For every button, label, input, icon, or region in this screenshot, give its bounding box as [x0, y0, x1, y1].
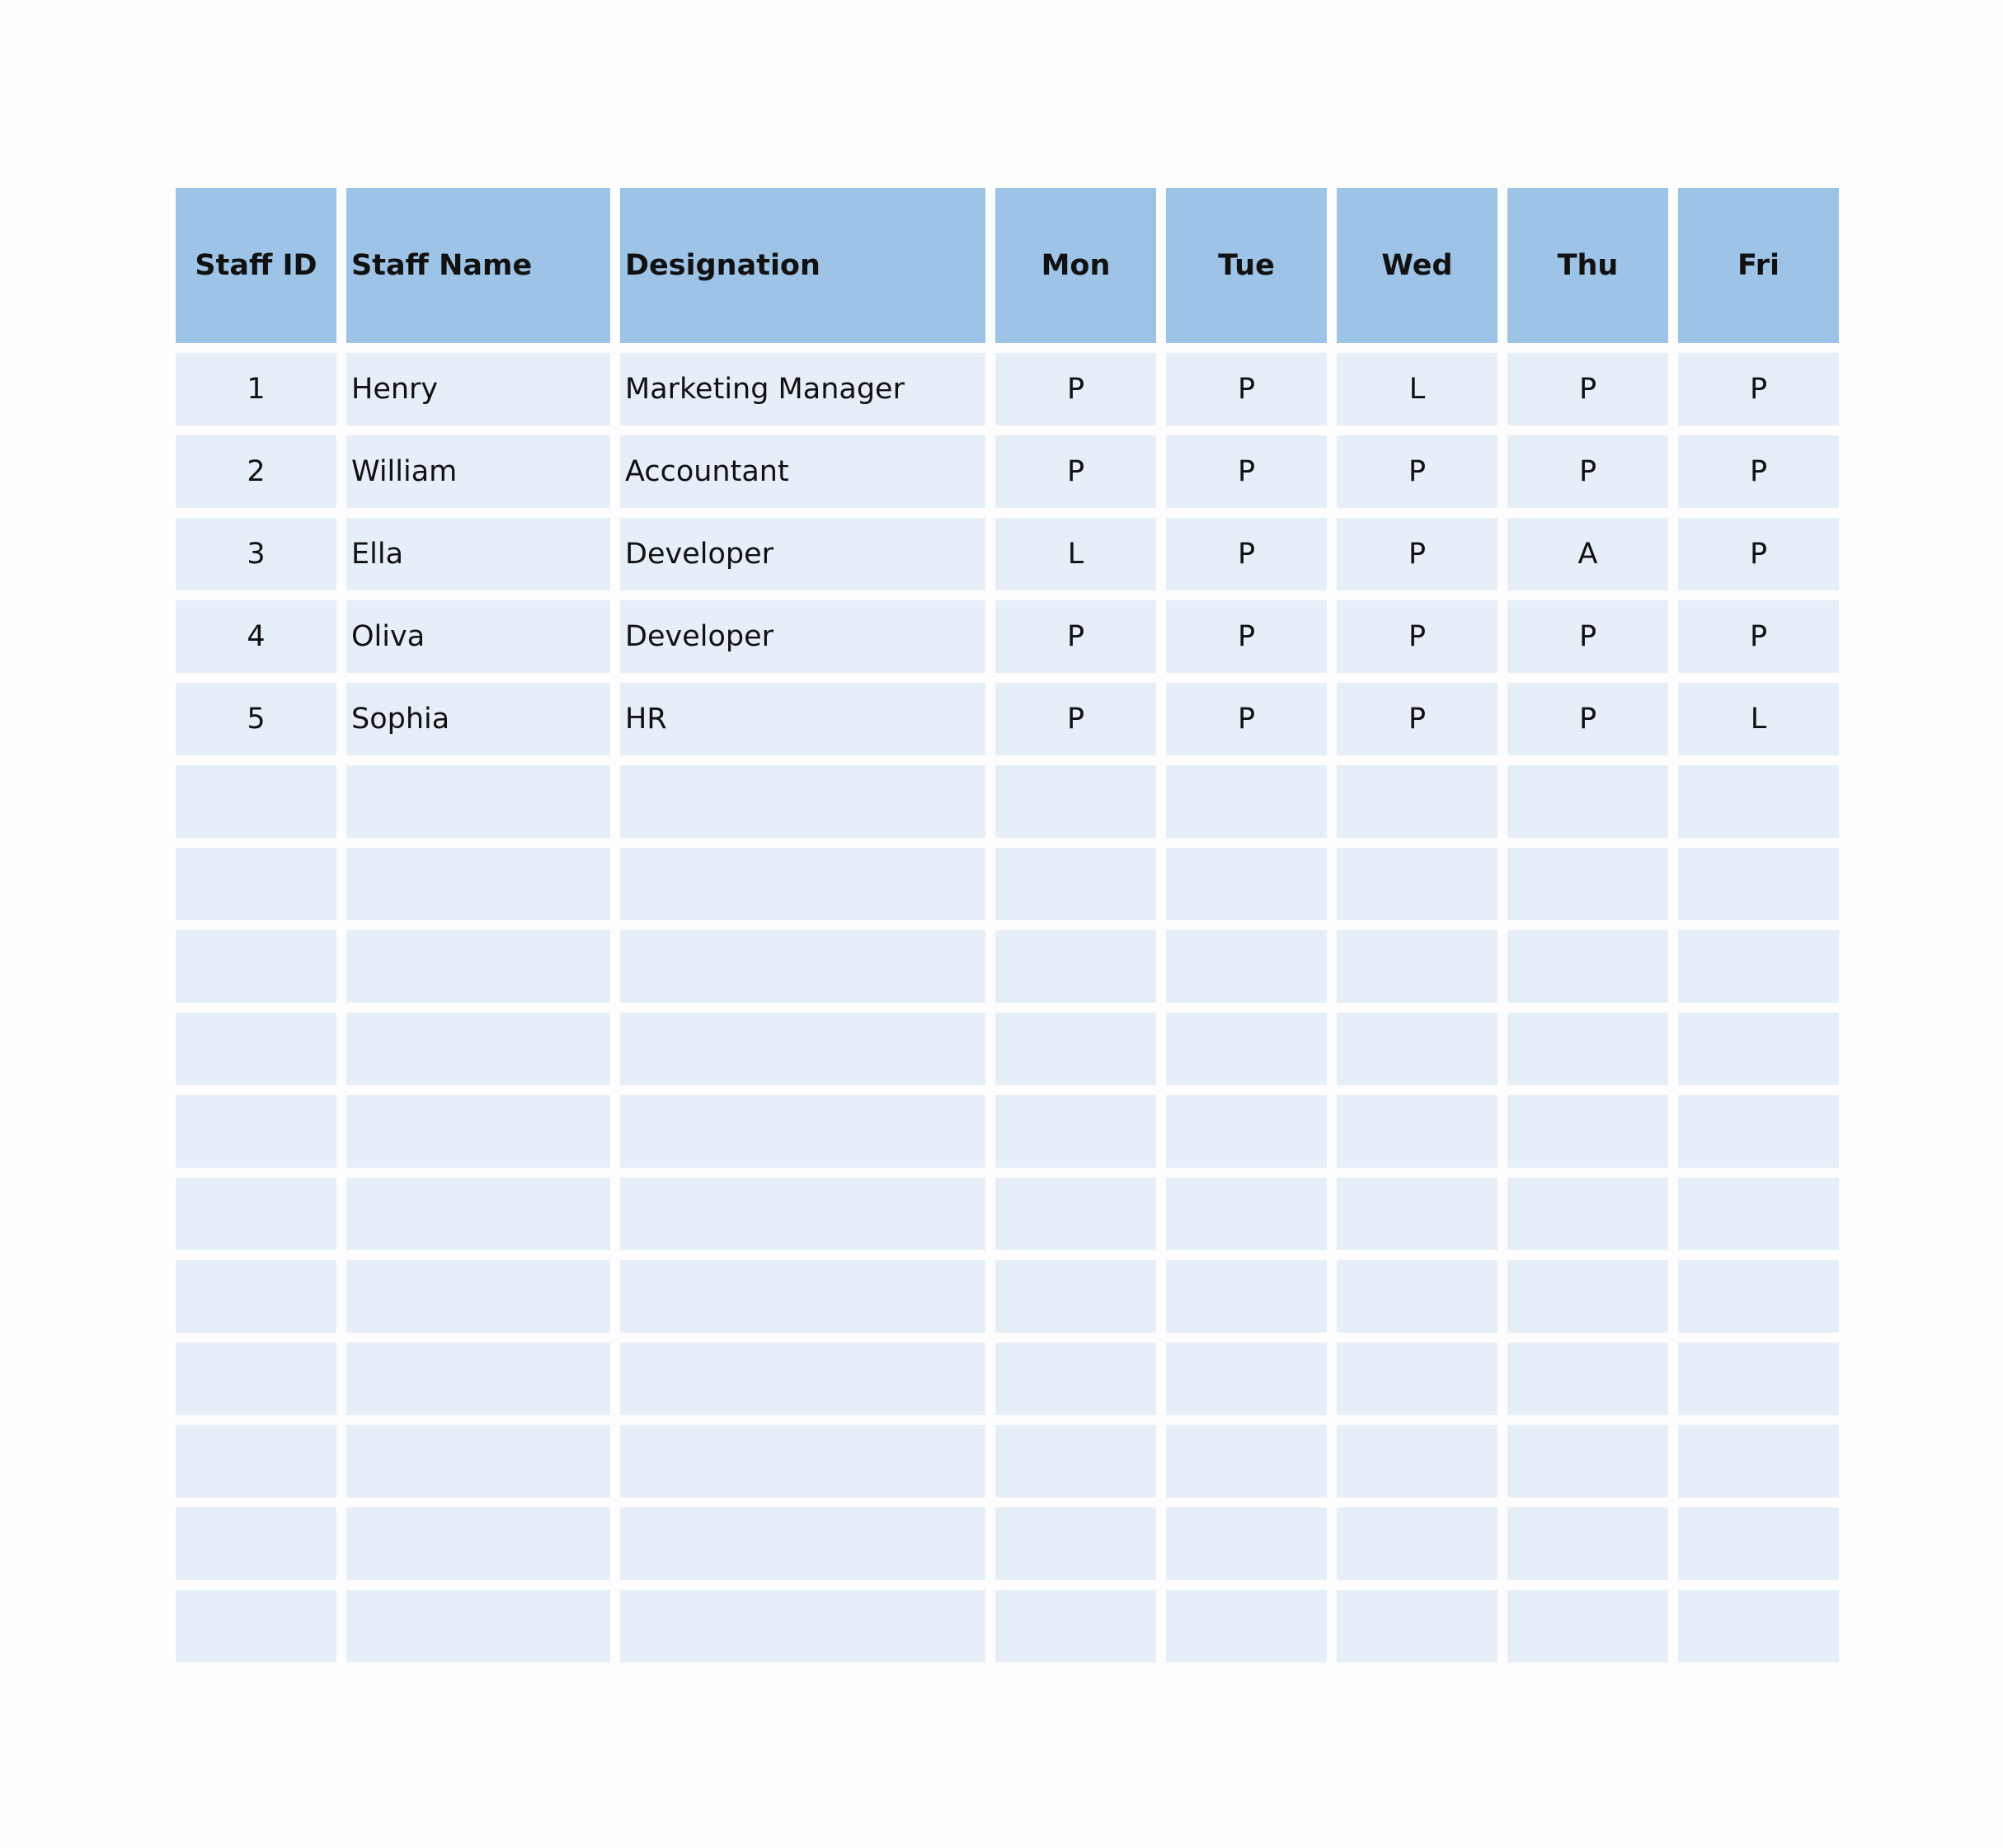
cell-staff-id: 5 — [176, 683, 336, 755]
cell-staff-id — [176, 848, 336, 920]
cell-fri — [1678, 1260, 1839, 1333]
cell-wed — [1337, 1343, 1498, 1415]
cell-staff-name — [346, 1178, 610, 1250]
cell-mon — [995, 765, 1156, 838]
cell-staff-id — [176, 1507, 336, 1580]
cell-thu — [1507, 1013, 1668, 1085]
cell-staff-name — [346, 1095, 610, 1168]
cell-wed: P — [1337, 518, 1498, 590]
cell-mon: P — [995, 353, 1156, 426]
cell-thu — [1507, 1425, 1668, 1498]
cell-staff-name — [346, 848, 610, 920]
cell-designation — [620, 765, 985, 838]
header-fri: Fri — [1678, 188, 1839, 343]
cell-thu: P — [1507, 600, 1668, 673]
header-thu: Thu — [1507, 188, 1668, 343]
cell-tue — [1166, 1590, 1327, 1662]
table-row — [176, 1095, 1839, 1168]
header-designation: Designation — [620, 188, 985, 343]
cell-fri — [1678, 930, 1839, 1003]
cell-designation: Marketing Manager — [620, 353, 985, 426]
cell-fri: L — [1678, 683, 1839, 755]
cell-fri — [1678, 1095, 1839, 1168]
cell-mon: P — [995, 435, 1156, 508]
cell-mon — [995, 1425, 1156, 1498]
table-row — [176, 1178, 1839, 1250]
cell-fri — [1678, 765, 1839, 838]
cell-designation — [620, 1260, 985, 1333]
cell-staff-name — [346, 1013, 610, 1085]
cell-thu — [1507, 1178, 1668, 1250]
cell-wed — [1337, 848, 1498, 920]
cell-thu: P — [1507, 353, 1668, 426]
cell-mon — [995, 1013, 1156, 1085]
table-row — [176, 1343, 1839, 1415]
cell-fri — [1678, 1590, 1839, 1662]
cell-wed: P — [1337, 683, 1498, 755]
cell-staff-name: Sophia — [346, 683, 610, 755]
cell-tue: P — [1166, 683, 1327, 755]
cell-staff-id: 4 — [176, 600, 336, 673]
cell-staff-name — [346, 1260, 610, 1333]
cell-designation: HR — [620, 683, 985, 755]
cell-staff-id — [176, 1095, 336, 1168]
cell-mon — [995, 848, 1156, 920]
cell-staff-id — [176, 1178, 336, 1250]
cell-mon — [995, 1507, 1156, 1580]
table-row — [176, 848, 1839, 920]
cell-tue: P — [1166, 435, 1327, 508]
table-row — [176, 518, 1839, 590]
cell-staff-name: Henry — [346, 353, 610, 426]
cell-fri — [1678, 848, 1839, 920]
cell-tue: P — [1166, 600, 1327, 673]
cell-staff-name — [346, 1425, 610, 1498]
cell-designation — [620, 1425, 985, 1498]
cell-thu — [1507, 1507, 1668, 1580]
cell-staff-name: Ella — [346, 518, 610, 590]
header-mon: Mon — [995, 188, 1156, 343]
table-row — [176, 1013, 1839, 1085]
cell-mon — [995, 1343, 1156, 1415]
cell-designation — [620, 1590, 985, 1662]
table-row — [176, 1425, 1839, 1498]
cell-designation — [620, 1013, 985, 1085]
table-row — [176, 1590, 1839, 1662]
cell-wed — [1337, 1013, 1498, 1085]
cell-staff-id — [176, 1343, 336, 1415]
attendance-sheet — [176, 188, 1839, 1662]
cell-staff-id — [176, 1590, 336, 1662]
table-row — [176, 930, 1839, 1003]
cell-mon — [995, 1260, 1156, 1333]
cell-tue — [1166, 1013, 1327, 1085]
cell-designation — [620, 1095, 985, 1168]
attendance-table — [166, 178, 1849, 1672]
cell-wed — [1337, 1095, 1498, 1168]
cell-wed: P — [1337, 600, 1498, 673]
cell-thu — [1507, 1095, 1668, 1168]
cell-fri: P — [1678, 353, 1839, 426]
cell-staff-name — [346, 930, 610, 1003]
cell-wed: L — [1337, 353, 1498, 426]
cell-staff-name — [346, 765, 610, 838]
cell-wed — [1337, 1178, 1498, 1250]
cell-designation — [620, 848, 985, 920]
cell-designation — [620, 1507, 985, 1580]
cell-staff-id — [176, 1425, 336, 1498]
cell-staff-id: 3 — [176, 518, 336, 590]
cell-wed — [1337, 1425, 1498, 1498]
header-tue: Tue — [1166, 188, 1327, 343]
cell-tue — [1166, 848, 1327, 920]
cell-fri — [1678, 1013, 1839, 1085]
header-staff-id: Staff ID — [176, 188, 336, 343]
cell-fri: P — [1678, 518, 1839, 590]
cell-wed — [1337, 1590, 1498, 1662]
cell-tue — [1166, 765, 1327, 838]
cell-thu — [1507, 1260, 1668, 1333]
cell-wed — [1337, 765, 1498, 838]
table-row — [176, 683, 1839, 755]
cell-wed — [1337, 930, 1498, 1003]
cell-designation — [620, 1178, 985, 1250]
cell-wed — [1337, 1507, 1498, 1580]
table-row — [176, 1260, 1839, 1333]
cell-mon — [995, 1178, 1156, 1250]
table-row — [176, 435, 1839, 508]
cell-staff-id — [176, 765, 336, 838]
cell-fri — [1678, 1343, 1839, 1415]
cell-thu: A — [1507, 518, 1668, 590]
cell-designation: Developer — [620, 600, 985, 673]
cell-thu — [1507, 848, 1668, 920]
cell-tue: P — [1166, 518, 1327, 590]
cell-staff-id: 2 — [176, 435, 336, 508]
cell-thu: P — [1507, 683, 1668, 755]
table-body — [176, 353, 1839, 1662]
cell-wed: P — [1337, 435, 1498, 508]
cell-thu: P — [1507, 435, 1668, 508]
cell-staff-name: William — [346, 435, 610, 508]
cell-fri — [1678, 1507, 1839, 1580]
cell-staff-name: Oliva — [346, 600, 610, 673]
cell-tue — [1166, 930, 1327, 1003]
cell-tue — [1166, 1260, 1327, 1333]
cell-fri — [1678, 1178, 1839, 1250]
cell-mon — [995, 1095, 1156, 1168]
cell-designation: Developer — [620, 518, 985, 590]
cell-staff-name — [346, 1590, 610, 1662]
cell-designation — [620, 1343, 985, 1415]
cell-designation: Accountant — [620, 435, 985, 508]
cell-tue — [1166, 1095, 1327, 1168]
header-row — [176, 188, 1839, 343]
cell-designation — [620, 930, 985, 1003]
cell-tue: P — [1166, 353, 1327, 426]
table-row — [176, 353, 1839, 426]
cell-staff-id — [176, 930, 336, 1003]
cell-staff-id: 1 — [176, 353, 336, 426]
table-row — [176, 1507, 1839, 1580]
cell-mon — [995, 1590, 1156, 1662]
cell-staff-id — [176, 1260, 336, 1333]
header-staff-name: Staff Name — [346, 188, 610, 343]
cell-staff-name — [346, 1343, 610, 1415]
cell-thu — [1507, 1343, 1668, 1415]
cell-tue — [1166, 1343, 1327, 1415]
cell-tue — [1166, 1178, 1327, 1250]
cell-fri — [1678, 1425, 1839, 1498]
cell-fri: P — [1678, 435, 1839, 508]
cell-staff-name — [346, 1507, 610, 1580]
cell-mon: L — [995, 518, 1156, 590]
cell-tue — [1166, 1425, 1327, 1498]
cell-thu — [1507, 1590, 1668, 1662]
cell-thu — [1507, 765, 1668, 838]
cell-mon: P — [995, 683, 1156, 755]
table-row — [176, 600, 1839, 673]
cell-tue — [1166, 1507, 1327, 1580]
table-row — [176, 765, 1839, 838]
cell-wed — [1337, 1260, 1498, 1333]
cell-mon: P — [995, 600, 1156, 673]
cell-mon — [995, 930, 1156, 1003]
cell-staff-id — [176, 1013, 336, 1085]
header-wed: Wed — [1337, 188, 1498, 343]
cell-fri: P — [1678, 600, 1839, 673]
cell-thu — [1507, 930, 1668, 1003]
